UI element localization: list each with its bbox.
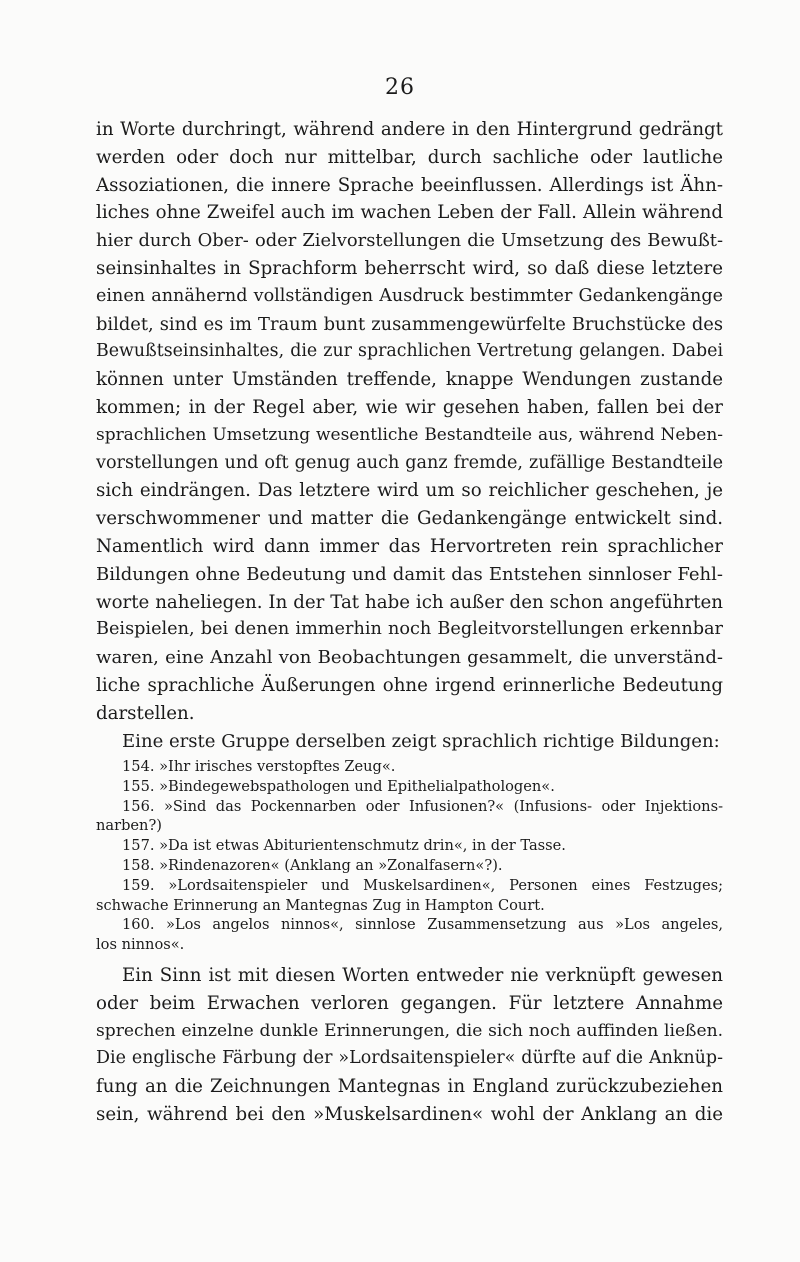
paragraph-3-text <box>96 962 723 1129</box>
example-line: narben?) <box>96 817 162 835</box>
text-line: Beispielen, bei denen immerhin noch Begleitvorstellungen erkennbar <box>96 619 723 640</box>
example-line: schwache Erinnerung an Mantegnas Zug in Hampton Court. <box>96 896 545 914</box>
paragraph-1 <box>96 116 723 728</box>
example-line: 154. »Ihr irisches verstopftes Zeug«. <box>122 758 396 775</box>
text-line: sprechen einzelne dunkle Erinnerungen, die sich noch auffinden ließen. <box>96 1020 723 1041</box>
text-line: worte naheliegen. In der Tat habe ich außer den schon angeführten <box>96 591 723 613</box>
page-number: 26 <box>385 75 415 100</box>
text-line: Eine erste Gruppe derselben zeigt sprachlich richtige Bildungen: <box>122 731 720 752</box>
text-line: können unter Umständen treffende, knappe Wendungen zustande <box>96 369 723 391</box>
example-line: 157. »Da ist etwas Abiturientenschmutz drin«, in der Tasse. <box>122 837 566 855</box>
example-line: los ninnos«. <box>96 936 185 954</box>
text-line: Bildungen ohne Bedeutung und damit das Entstehen sinnloser Fehl- <box>96 563 723 585</box>
example-line: 155. »Bindegewebspathologen und Epithelialpathologen«. <box>122 777 555 795</box>
text-line: darstellen. <box>96 702 195 724</box>
paragraph-3 <box>96 962 723 1129</box>
text-line: Bewußtseinsinhaltes, die zur sprachlichen Vertretung gelangen. Dabei <box>96 341 723 362</box>
examples-list <box>96 757 723 955</box>
example-line: 159. »Lordsaitenspieler und Muskelsardinen«, Personen eines Festzuges; <box>122 876 723 894</box>
text-line: sprachlichen Umsetzung wesentliche Bestandteile aus, während Neben- <box>96 424 723 445</box>
text-line: vorstellungen und oft genug auch ganz fremde, zufällige Bestandteile <box>96 452 723 473</box>
text-line: in Worte durchringt, während andere in den Hintergrund gedrängt <box>96 119 723 140</box>
example-line: 160. »Los angelos ninnos«, sinnlose Zusammensetzung aus »Los angeles, <box>122 916 723 934</box>
text-line: fung an die Zeichnungen Mantegnas in England zurückzubeziehen <box>96 1076 723 1098</box>
text-line: liche sprachliche Äußerungen ohne irgend erinnerliche Bedeutung <box>96 674 723 696</box>
paragraph-1-text <box>96 116 723 728</box>
text-line: Assoziationen, die innere Sprache beeinflussen. Allerdings ist Ähn- <box>96 174 723 196</box>
examples-text <box>96 757 723 955</box>
text-line: kommen; in der Regel aber, wie wir gesehen haben, fallen bei der <box>96 396 723 418</box>
text-line: sich eindrängen. Das letztere wird um so reichlicher geschehen, je <box>96 480 723 502</box>
text-line: verschwommener und matter die Gedankengänge entwickelt sind. <box>96 508 723 530</box>
example-line: 158. »Rindenazoren« (Anklang an »Zonalfasern«?). <box>122 856 503 874</box>
text-line: werden oder doch nur mittelbar, durch sachliche oder lautliche <box>96 146 723 168</box>
text-line: bildet, sind es im Traum bunt zusammengewürfelte Bruchstücke des <box>96 313 723 335</box>
text-line: sein, während bei den »Muskelsardinen« wohl der Anklang an die <box>96 1103 723 1125</box>
text-line: Die englische Färbung der »Lordsaitenspieler« dürfte auf die Anknüp- <box>96 1048 723 1069</box>
example-line: 156. »Sind das Pockennarben oder Infusionen?« (Infusions- oder Injektions- <box>122 797 723 815</box>
text-line: hier durch Ober- oder Zielvorstellungen die Umsetzung des Bewußt- <box>96 230 723 252</box>
text-line: einen annähernd vollständigen Ausdruck bestimmter Gedankengänge <box>96 285 723 306</box>
paragraph-2 <box>96 728 723 756</box>
paragraph-2-text <box>96 728 723 756</box>
text-line: seinsinhaltes in Sprachform beherrscht wird, so daß diese letztere <box>96 257 723 279</box>
text-line: Namentlich wird dann immer das Hervortreten rein sprachlicher <box>96 535 723 557</box>
text-line: oder beim Erwachen verloren gegangen. Für letztere Annahme <box>96 992 723 1014</box>
text-line: Ein Sinn ist mit diesen Worten entweder nie verknüpft gewesen <box>122 965 723 986</box>
text-line: waren, eine Anzahl von Beobachtungen gesammelt, die unverständ- <box>96 647 723 669</box>
text-line: liches ohne Zweifel auch im wachen Leben der Fall. Allein während <box>96 202 723 224</box>
